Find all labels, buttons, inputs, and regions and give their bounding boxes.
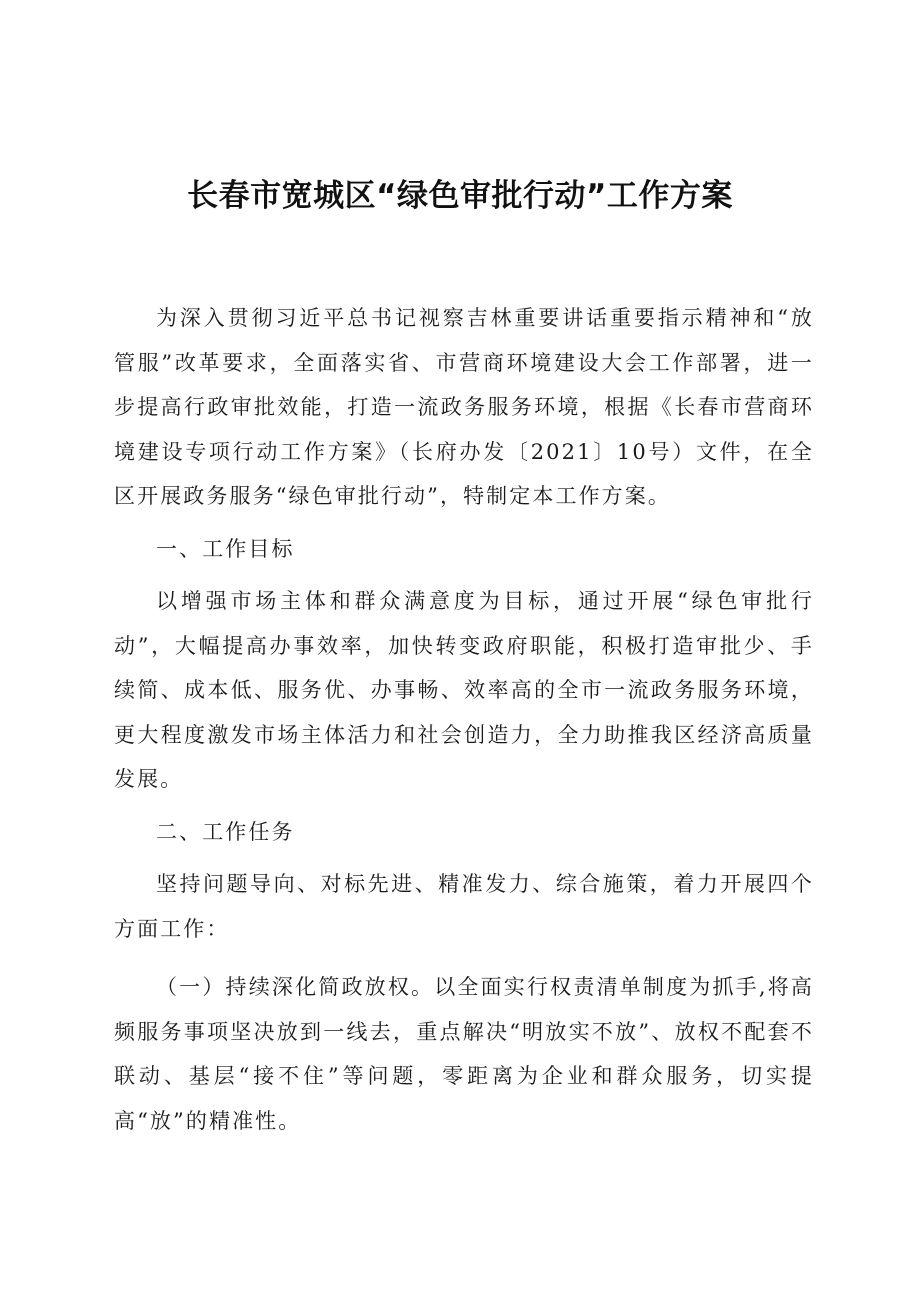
document-title: 长春市宽城区“绿色审批行动”工作方案 bbox=[187, 178, 733, 214]
section-heading-goals: 一、工作目标 bbox=[156, 536, 295, 561]
subsection-1-paragraph: （一）持续深化简政放权。以全面实行权责清单制度为抓手,将高频服务事项坚决放到一线去，重点解决“明放实不放”、放权不配套不联动、基层“接不住”等问题，零距离为企业和群众服务，切实提高“放”的精准性。 bbox=[114, 975, 814, 1133]
section-heading-tasks: 二、工作任务 bbox=[156, 819, 295, 844]
tasks-paragraph: 坚持问题导向、对标先进、精准发力、综合施策，着力开展四个方面工作： bbox=[114, 872, 814, 941]
document-body bbox=[114, 296, 814, 1143]
intro-paragraph: 为深入贯彻习近平总书记视察吉林重要讲话重要指示精神和“放管服”改革要求，全面落实省、市营商环境建设大会工作部署，进一步提高行政审批效能，打造一流政务服务环境，根据《长春市营商环境建设专项行动工作方案》（长府办发〔2021〕10号）文件，在全区开展政务服务“绿色审批行动”，特制定本工作方案。 bbox=[114, 306, 814, 508]
goals-paragraph: 以增强市场主体和群众满意度为目标，通过开展“绿色审批行动”，大幅提高办事效率，加快转变政府职能，积极打造审批少、手续简、成本低、服务优、办事畅、效率高的全市一流政务服务环境，更大程度激发市场主体活力和社会创造力，全力助推我区经济高质量发展。 bbox=[114, 589, 814, 791]
